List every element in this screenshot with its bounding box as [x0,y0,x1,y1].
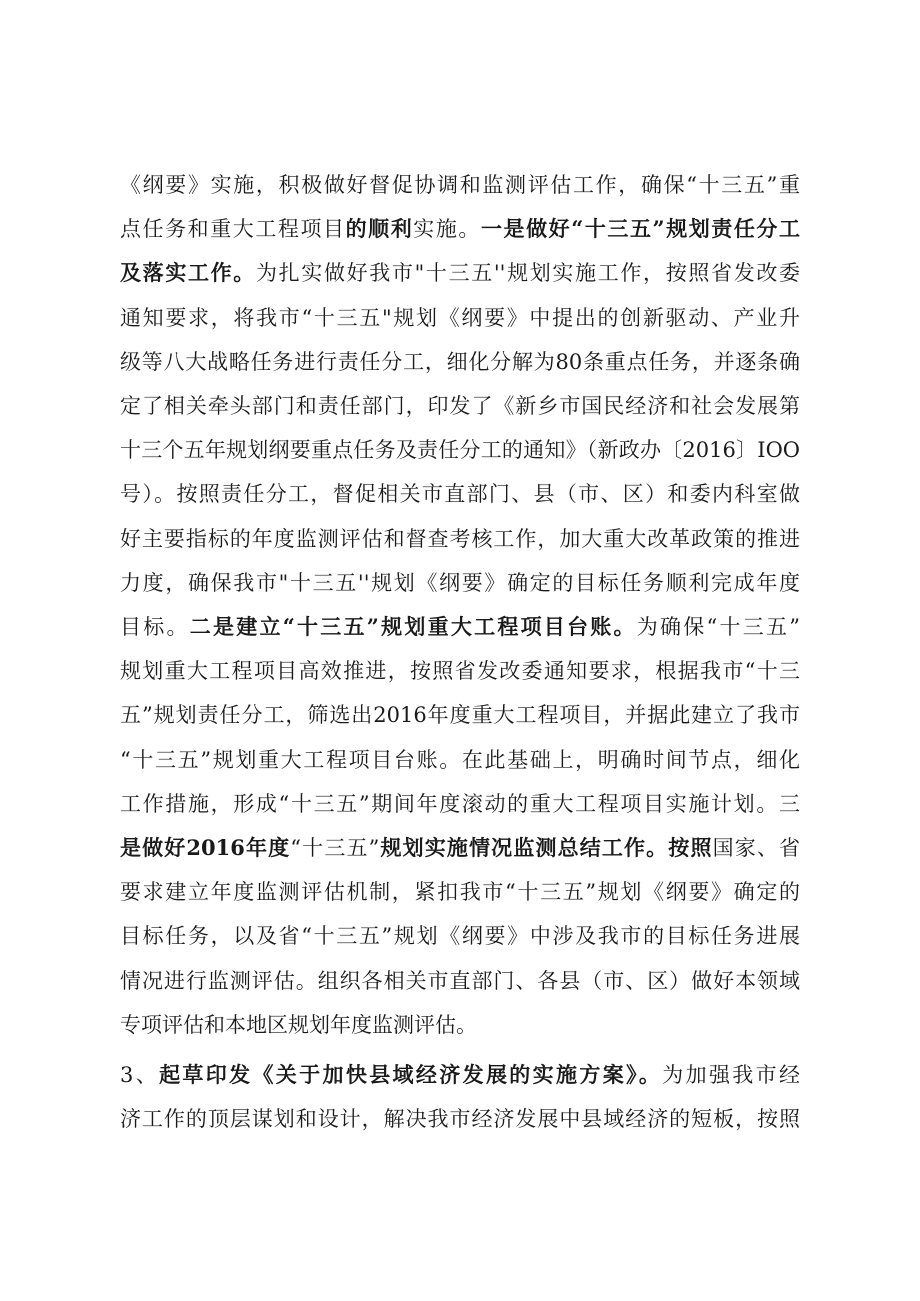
text-run: 《纲要》实施，积极做好督促协调和监测评估工作，确保“十三五”重 [120,173,800,197]
bold-text-run: 是做好2016年度 [120,835,291,860]
text-run: “十三五”规划重大工程项目台账。在此基础上，明确时间节点，细化 [120,747,800,772]
text-run: 国家、省 [712,836,801,860]
bold-text-run: 一是做好“十三五”规划责任分工 [480,216,800,242]
text-run: 力度，确保我市"十三五''规划《纲要》确定的目标任务顺利完成年度 [120,570,800,595]
text-line [120,1005,800,1045]
text-line [120,430,800,470]
text-run: 为扎实做好我市"十三五''规划实施工作，按照省发改委 [255,261,801,286]
text-line [120,474,800,514]
bold-text-run: 起草印发《关于加快县域经济发展的实施方案》。 [159,1062,663,1087]
bold-text-run: 的顺利 [345,216,414,242]
text-line [120,784,800,824]
text-line [120,298,800,338]
text-line [120,872,800,912]
text-line [120,607,800,647]
text-run: 规划重大工程项目高效推进，按照省发改委通知要求，根据我市“十三 [120,659,800,684]
text-line [120,961,800,1001]
bold-text-run: 规划实施情况监测总结工作。按照 [379,835,713,860]
text-line [120,253,800,293]
text-line [120,165,800,205]
text-run: 济工作的顶层谋划和设计，解决我市经济发展中县域经济的短板，按照 [120,1107,800,1132]
text-run: 定了相关牵头部门和责任部门，印发了《新乡市国民经济和社会发展第 [120,394,800,418]
text-run: 好主要指标的年度监测评估和督查考核工作，加大重大改革政策的推进 [120,526,800,551]
text-run: 情况进行监测评估。组织各相关市直部门、各县（市、区）做好本领域 [120,968,800,993]
text-line [120,563,800,603]
text-run: 号）。按照责任分工，督促相关市直部门、县（市、区）和委内科室做 [120,482,800,507]
text-line [120,916,800,956]
text-line [120,1099,800,1139]
text-run: “十三五” [290,836,380,860]
text-line [120,519,800,559]
text-run: 目标任务，以及省“十三五”规划《纲要》中涉及我市的目标任务进展 [120,924,800,949]
text-run: 十三个五年规划纲要重点任务及责任分工的通知》（新政办〔2016〕IOO [120,438,800,463]
text-run: 点任务和重大工程项目 [120,217,346,242]
text-line [120,209,800,249]
text-run: 为加强我市经 [662,1063,800,1087]
text-run: 五”规划责任分工，筛选出2016年度重大工程项目，并据此建立了我市 [120,703,800,728]
text-line [120,740,800,780]
text-run: 为确保“十三五” [636,615,800,639]
text-line [120,1055,800,1095]
bold-text-run: 及落实工作。 [120,260,256,286]
text-line [120,695,800,735]
text-run: 通知要求，将我市“十三五"规划《纲要》中提出的创新驱动、产业升 [120,305,800,330]
text-line [120,828,800,868]
text-run: 3、 [120,1063,160,1087]
text-run: 实施。 [413,217,481,242]
text-run: 专项评估和本地区规划年度监测评估。 [120,1012,477,1037]
text-line [120,651,800,691]
bold-text-run: 二是建立“十三五”规划重大工程项目台账。 [189,614,637,639]
text-run: 工作措施，形成“十三五”期间年度滚动的重大工程项目实施计划。三 [120,791,800,816]
text-run: 目标。 [120,615,190,639]
text-line [120,386,800,426]
text-run: 级等八大战略任务进行责任分工，细化分解为80条重点任务，并逐条确 [120,349,800,374]
text-line [120,342,800,382]
text-run: 要求建立年度监测评估机制，紧扣我市“十三五”规划《纲要》确定的 [120,880,800,905]
